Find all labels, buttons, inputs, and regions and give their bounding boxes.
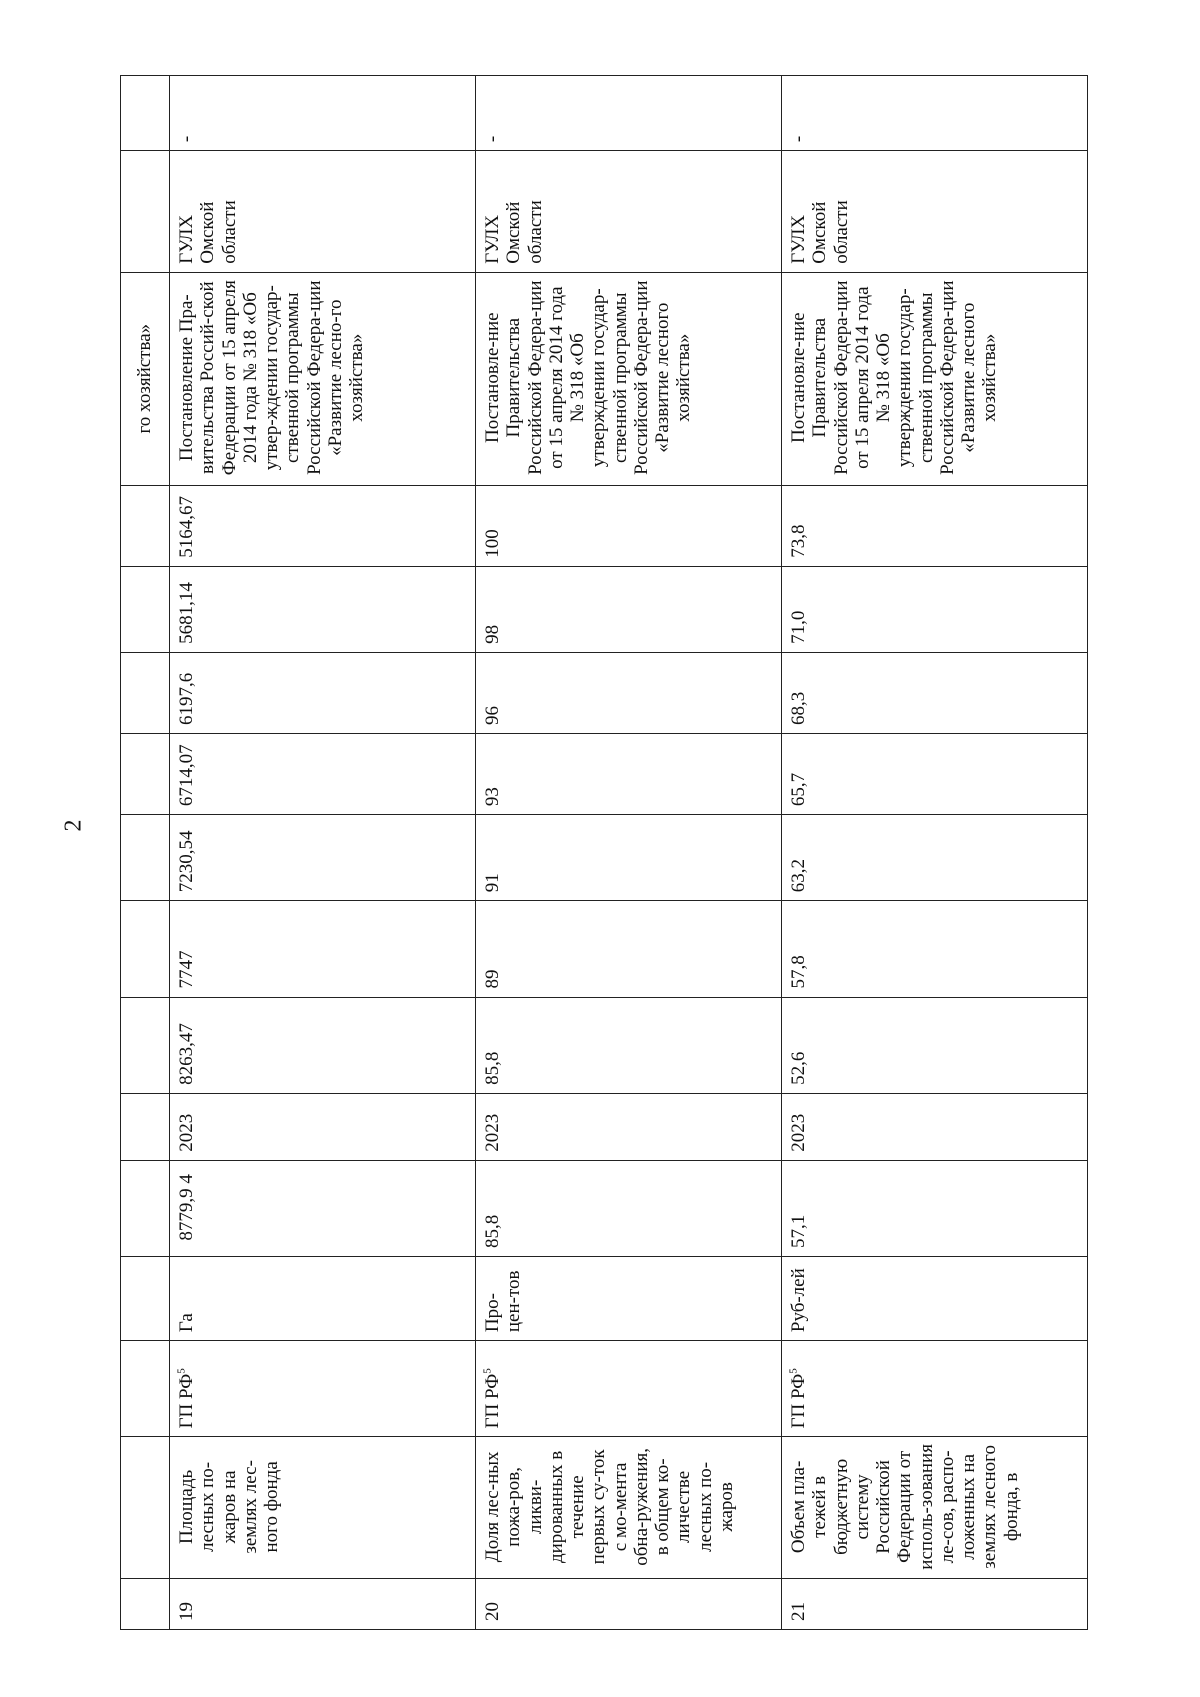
source-label: ГП РФ [788,1373,809,1429]
header-cell [121,901,170,997]
value-cell: 8263,47 [170,997,476,1093]
document-cell: Постановле-ние Правительства Российской Федера-ции от 15 апреля 2014 года № 318 «Об утверждении государ-ственной программы Российской Федера-ции «Развитие лесного хозяйства» [782,272,1088,485]
page-number: 2 [60,819,87,832]
value-cell: 7230,54 [170,815,476,901]
header-cell [121,733,170,814]
table-row [782,76,1088,1630]
source-cell [476,1341,782,1437]
value-cell: 57,8 [782,901,1088,997]
header-cell [121,1437,170,1579]
value-cell: 91 [476,815,782,901]
document-cell: Постановление Пра-вительства Россий-ской Федерации от 15 апреля 2014 года № 318 «Об утвер-ждении государ-ственной программы Российской Федера-ции «Развитие лесно-го хозяйства» [170,272,476,485]
extra-cell: - [476,76,782,151]
footnote-mark: 5 [787,1368,800,1374]
header-cell [121,1579,170,1630]
header-cell [121,815,170,901]
header-cell [121,1093,170,1160]
value-cell: 6197,6 [170,652,476,733]
value-cell: 93 [476,733,782,814]
value-cell: 71,0 [782,566,1088,652]
responsible-cell: ГУЛХ Омской области [170,151,476,273]
header-cell [121,485,170,566]
value-cell: 68,3 [782,652,1088,733]
value-cell: 85,8 [476,997,782,1093]
indicators-table [120,75,1088,1630]
value-cell: 100 [476,485,782,566]
table-header-row [121,76,170,1630]
value-cell: 6714,07 [170,733,476,814]
value-cell: 63,2 [782,815,1088,901]
footnote-mark: 5 [175,1368,188,1374]
table-row [476,76,782,1630]
extra-cell: - [170,76,476,151]
extra-cell: - [782,76,1088,151]
value-cell: 65,7 [782,733,1088,814]
value-cell: 7747 [170,901,476,997]
value-cell: 89 [476,901,782,997]
value-cell: 5164,67 [170,485,476,566]
unit-cell: Про-цен-тов [476,1257,782,1341]
value-cell: 96 [476,652,782,733]
unit-cell: Руб-лей [782,1257,1088,1341]
footnote-mark: 5 [481,1368,494,1374]
base-year: 2023 [476,1093,782,1160]
value-cell: 73,8 [782,485,1088,566]
rotated-table-container [120,75,1090,1630]
value-cell: 5681,14 [170,566,476,652]
indicator-name: Объем пла-тежей в бюджетную систему Российской Федерации от исполь-зования ле-сов, распо-ложенных на землях лесного фонда, в [782,1437,1088,1579]
row-number: 20 [476,1579,782,1630]
header-cell [121,652,170,733]
document-cell: Постановле-ние Правительства Российской Федера-ции от 15 апреля 2014 года № 318 «Об утверждении государ-ственной программы Российской Федера-ции «Развитие лесного хозяйства» [476,272,782,485]
indicator-name: Доля лес-ных пожа-ров, ликви-дированных в течение первых су-ток с мо-мента обна-ружения, в общем ко-личестве лесных по-жаров [476,1437,782,1579]
header-cell [121,1160,170,1256]
value-cell: 52,6 [782,997,1088,1093]
header-cell-continuation: го хозяйства» [121,272,170,485]
base-value: 57,1 [782,1160,1088,1256]
header-cell [121,997,170,1093]
row-number: 21 [782,1579,1088,1630]
base-value: 8779,9 4 [170,1160,476,1256]
base-year: 2023 [782,1093,1088,1160]
responsible-cell: ГУЛХ Омской области [782,151,1088,273]
base-year: 2023 [170,1093,476,1160]
header-cell [121,1257,170,1341]
source-label: ГП РФ [482,1373,503,1429]
source-label: ГП РФ [176,1373,197,1429]
value-cell: 98 [476,566,782,652]
header-cell [121,1341,170,1437]
unit-cell: Га [170,1257,476,1341]
header-cell [121,151,170,273]
table-row [170,76,476,1630]
responsible-cell: ГУЛХ Омской области [476,151,782,273]
base-value: 85,8 [476,1160,782,1256]
header-cell [121,566,170,652]
indicator-name: Площадь лесных по-жаров на землях лес-ного фонда [170,1437,476,1579]
header-cell [121,76,170,151]
row-number: 19 [170,1579,476,1630]
source-cell [782,1341,1088,1437]
source-cell [170,1341,476,1437]
